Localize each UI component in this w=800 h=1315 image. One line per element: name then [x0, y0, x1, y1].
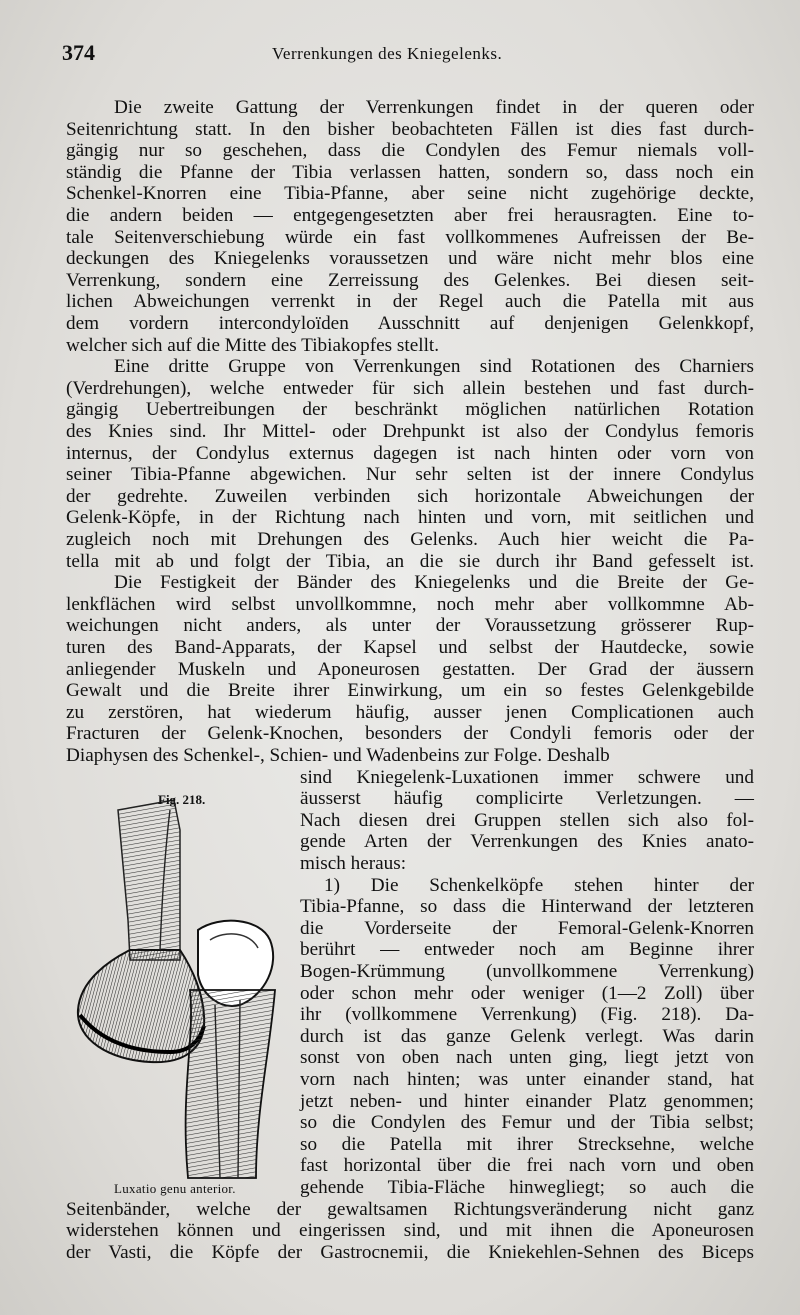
text-line: so die Patella mit ihrer Strecksehne, welche [300, 1133, 754, 1155]
text-line: zu zerstören, hat wiederum häufig, ausser jenen Complicationen auch [66, 701, 754, 723]
text-line: gängig nur so geschehen, dass die Condylen des Femur niemals voll- [66, 140, 754, 162]
text-line: gängig Uebertreibungen der beschränkt möglichen natürlichen Rotation [66, 399, 754, 421]
text-line: lenkflächen wird selbst unvollkommne, noch mehr aber vollkommne Ab- [66, 593, 754, 615]
text-line: oder schon mehr oder weniger (1—2 Zoll) über [300, 982, 754, 1004]
text-line: der Vasti, die Köpfe der Gastrocnemii, die Kniekehlen-Sehnen des Biceps [66, 1241, 754, 1263]
text-line: Seitenrichtung statt. In den bisher beobachteten Fällen ist dies fast durch- [66, 118, 754, 140]
text-line: Nach diesen drei Gruppen stellen sich also fol- [300, 809, 754, 831]
page-header [62, 40, 762, 76]
text-line: berührt — entweder noch am Beginne ihrer [300, 939, 754, 961]
text-line: Bogen-Krümmung (unvollkommene Verrenkung) [300, 961, 754, 982]
text-line: (Verdrehungen), welche entweder für sich allein bestehen und fast durch- [66, 377, 754, 399]
text-line: jetzt neben- und hinter einander Platz genommen; [300, 1090, 754, 1112]
text-line: Eine dritte Gruppe von Verrenkungen sind Rotationen des Charniers [114, 356, 754, 378]
text-line: Gewalt und die Breite ihrer Einwirkung, um ein so festes Gelenkgebilde [66, 680, 754, 702]
text-line: Die zweite Gattung der Verrenkungen findet in der queren oder [114, 97, 754, 118]
text-line: zugleich noch mit Drehungen des Gelenks. Auch hier weicht die Pa- [66, 529, 754, 550]
text-line: widerstehen können und eingerissen sind, und mit ihnen die Aponeurosen [66, 1220, 754, 1242]
text-line: vorn nach hinten; was unter einander stand, hat [300, 1069, 754, 1090]
text-line: Tibia-Pfanne, so dass die Hinterwand der letzteren [300, 896, 754, 918]
knee-dislocation-illustration [70, 790, 294, 1180]
text-line: anliegender Muskeln und Aponeurosen gestatten. Der Grad der äussern [66, 658, 754, 680]
text-line: äusserst häufig complicirte Verletzungen. — [300, 788, 754, 810]
text-line: so die Condylen des Femur und der Tibia selbst; [300, 1112, 754, 1134]
text-line: internus, der Condylus externus dagegen ist nach hinten oder vorn von [66, 442, 754, 464]
text-line: Schenkel-Knorren eine Tibia-Pfanne, aber seine nicht zugehörige deckte, [66, 183, 754, 205]
figure-218 [70, 790, 294, 1210]
text-line: sind Kniegelenk-Luxationen immer schwere und [300, 766, 754, 788]
text-line: fast horizontal über die frei nach vorn und oben [300, 1155, 754, 1177]
running-head: Verrenkungen des Kniegelenks. [272, 44, 503, 63]
text-line: gehende Tibia-Fläche hinwegliegt; so auch die [300, 1177, 754, 1198]
text-line: welcher sich auf die Mitte des Tibiakopfes stellt. [66, 334, 440, 356]
text-line: Gelenk-Köpfe, in der Richtung nach hinten und vorn, mit seitlichen und [66, 507, 754, 529]
text-line: misch heraus: [300, 853, 407, 874]
text-line: Fracturen der Gelenk-Knochen, besonders der Condyli femoris oder der [66, 723, 754, 745]
text-line: seiner Tibia-Pfanne abgewichen. Nur sehr selten ist der innere Condylus [66, 464, 754, 486]
figure-label: Fig. 218. [158, 792, 206, 807]
text-line: Verrenkung, sondern eine Zerreissung des Gelenkes. Bei diesen seit- [66, 269, 754, 291]
text-line: weichungen nicht anders, als unter der Voraussetzung grösserer Rup- [66, 615, 754, 637]
text-line: 1) Die Schenkelköpfe stehen hinter der [324, 874, 754, 896]
text-line: deckungen des Kniegelenks voraussetzen und wäre nicht mehr blos eine [66, 248, 754, 270]
text-line: tella mit ab und folgt der Tibia, an die sie durch ihr Band gefesselt ist. [66, 550, 754, 572]
text-line: Diaphysen des Schenkel-, Schien- und Wadenbeins zur Folge. Deshalb [66, 745, 610, 766]
text-line: tale Seitenverschiebung würde ein fast vollkommenes Aufreissen der Be- [66, 226, 754, 248]
figure-caption: Luxatio genu anterior. [114, 1181, 236, 1196]
text-line: des Knies sind. Ihr Mittel- oder Drehpunkt ist also der Condylus femoris [66, 421, 754, 442]
text-line: gende Arten der Verrenkungen des Knies anato- [300, 831, 754, 853]
text-line: Die Festigkeit der Bänder des Kniegelenks und die Breite der Ge- [114, 572, 754, 594]
text-line: die Vorderseite der Femoral-Gelenk-Knorren [300, 917, 754, 939]
text-line: die andern beiden — entgegengesetzten aber frei herausragten. Eine to- [66, 205, 754, 226]
text-line: der gedrehte. Zuweilen verbinden sich horizontale Abweichungen der [66, 485, 754, 507]
text-line: Seitenbänder, welche der gewaltsamen Richtungsveränderung nicht ganz [66, 1198, 754, 1220]
text-line: ständig die Pfanne der Tibia verlassen hatten, sondern so, dass noch ein [66, 161, 754, 183]
text-line: turen des Band-Apparats, der Kapsel und selbst der Hautdecke, sowie [66, 637, 754, 658]
text-line: sonst von oben nach unten ging, liegt jetzt von [300, 1047, 754, 1069]
text-line: lichen Abweichungen verrenkt in der Regel auch die Patella mit aus [66, 291, 754, 313]
text-line: ihr (vollkommene Verrenkung) (Fig. 218). Da- [300, 1004, 754, 1026]
text-line: dem vordern intercondyloïden Ausschnitt auf denjenigen Gelenkkopf, [66, 313, 754, 334]
page-number: 374 [62, 40, 95, 65]
text-line: durch ist das ganze Gelenk verlegt. Was darin [300, 1025, 754, 1047]
